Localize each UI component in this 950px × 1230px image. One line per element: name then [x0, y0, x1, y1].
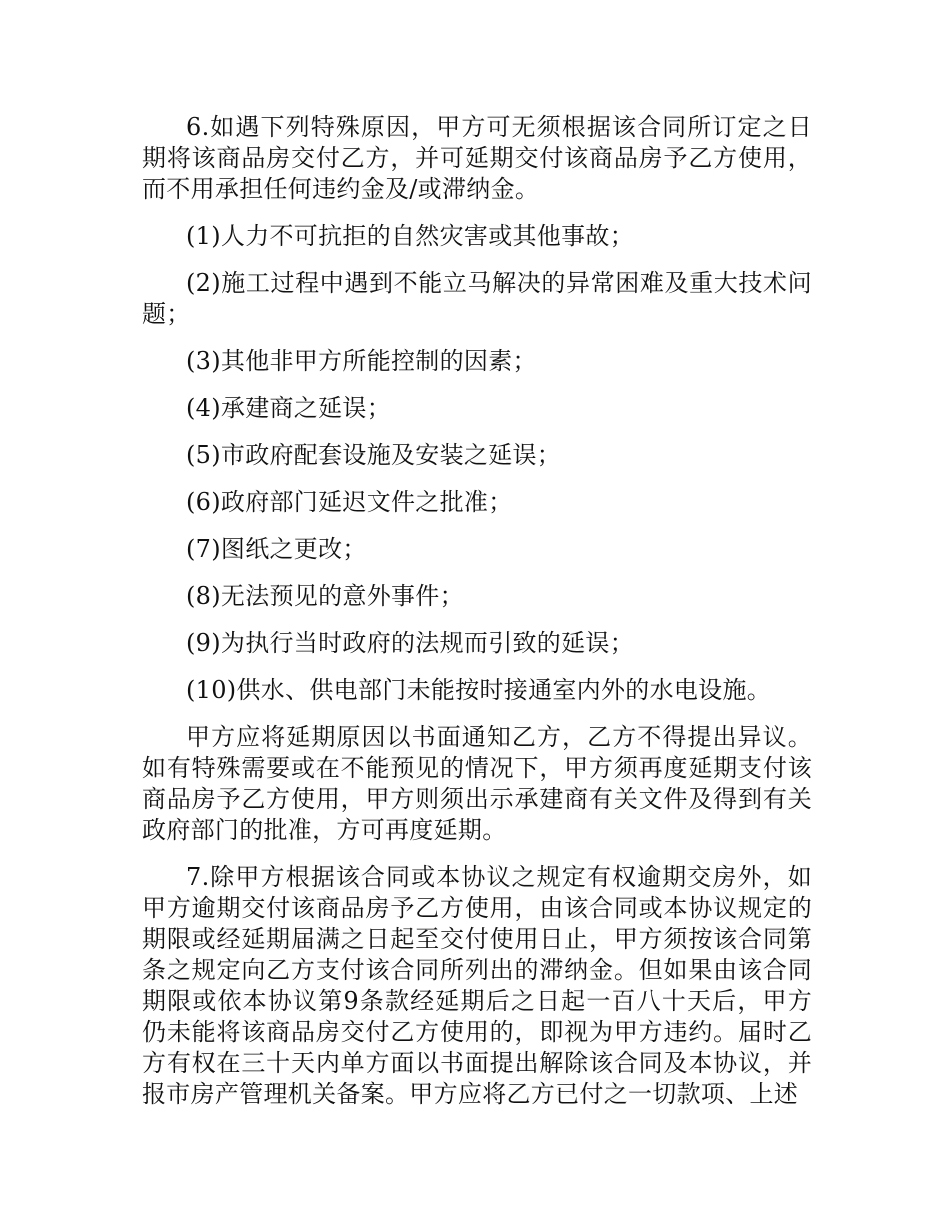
- list-item: (4)承建商之延误；: [186, 394, 391, 422]
- delay-notice-paragraph: 甲方应将延期原因以书面通知乙方，乙方不得提出异议。如有特殊需要或在不能预见的情况下，甲方须再度延期支付该商品房予乙方使用，甲方则须出示承建商有关文件及得到有关政府部门的批准，方可再度延期。: [142, 723, 812, 844]
- list-item: (5)市政府配套设施及安装之延误；: [186, 441, 562, 469]
- list-item: (7)图纸之更改；: [186, 535, 367, 563]
- document-page: [142, 112, 812, 1126]
- list-item: (1)人力不可抗拒的自然灾害或其他事故；: [186, 222, 634, 250]
- list-item: (2)施工过程中遇到不能立马解决的异常困难及重大技术问题；: [142, 269, 812, 328]
- clause-7-paragraph: 7.除甲方根据该合同或本协议之规定有权逾期交房外，如甲方逾期交付该商品房予乙方使用，由该合同或本协议规定的期限或经延期届满之日起至交付使用日止，甲方须按该合同第条之规定向乙方支付该合同所列出的滞纳金。但如果由该合同期限或依本协议第9条款经延期后之日起一百八十天后，甲方仍未能将该商品房交付乙方使用的，即视为甲方违约。届时乙方有权在三十天内单方面以书面提出解除该合同及本协议，并报市房产管理机关备案。甲方应将乙方已付之一切款项、上述: [142, 863, 812, 1108]
- list-item: (3)其他非甲方所能控制的因素；: [186, 347, 537, 375]
- list-item: (10)供水、供电部门未能按时接通室内外的水电设施。: [186, 676, 772, 704]
- list-item: (8)无法预见的意外事件；: [186, 582, 464, 610]
- list-item: (6)政府部门延迟文件之批准；: [186, 488, 513, 516]
- clause-6-paragraph: 6.如遇下列特殊原因，甲方可无须根据该合同所订定之日期将该商品房交付乙方，并可延期交付该商品房予乙方使用，而不用承担任何违约金及/或滞纳金。: [142, 113, 812, 203]
- list-item: (9)为执行当时政府的法规而引致的延误；: [186, 629, 634, 657]
